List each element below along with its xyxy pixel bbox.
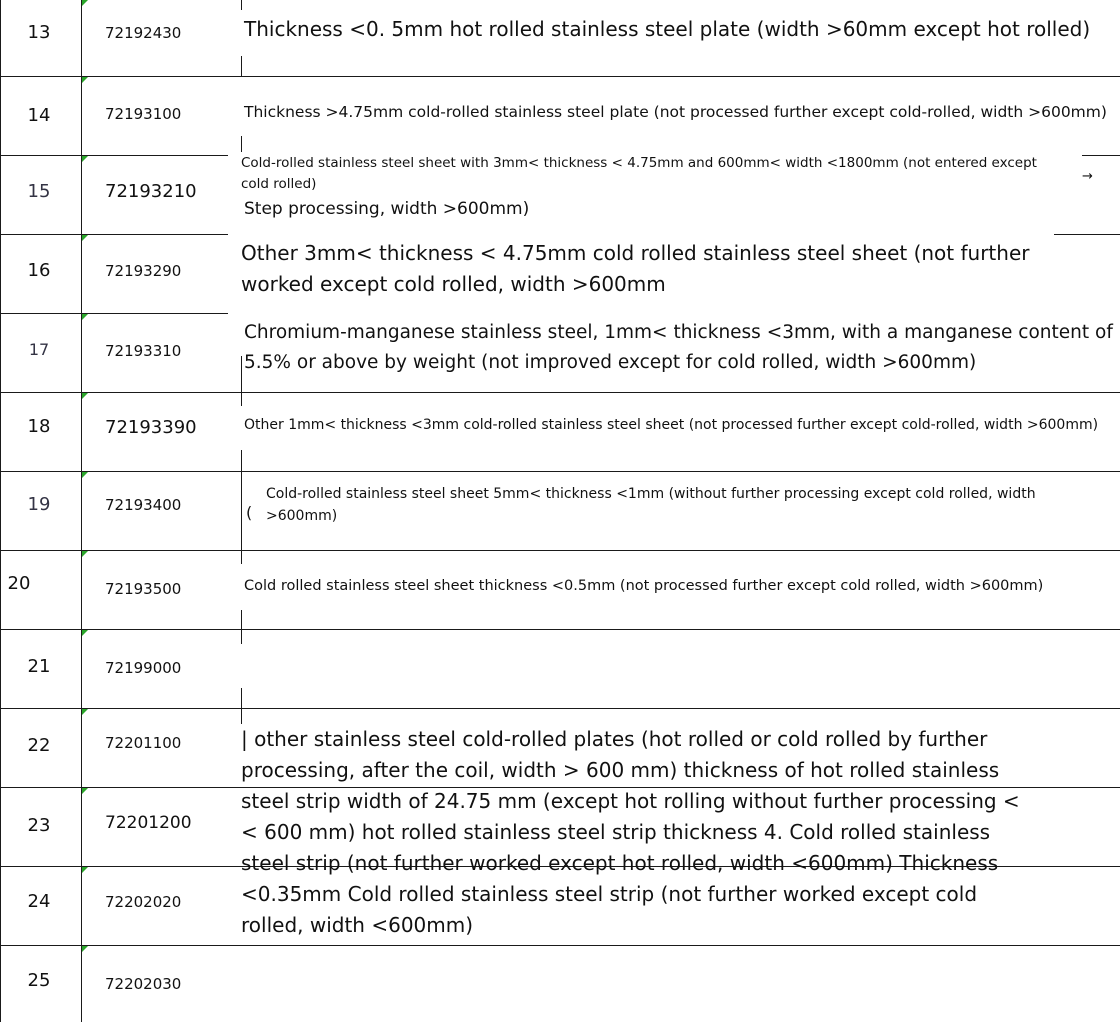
cell-comment-marker xyxy=(82,156,88,162)
row-number: 16 xyxy=(27,260,51,281)
row-border xyxy=(0,708,1120,709)
hs-code: 72193500 xyxy=(105,580,182,598)
row-number: 23 xyxy=(27,815,51,836)
hs-code: 72199000 xyxy=(105,659,182,677)
hs-code: 72193100 xyxy=(105,105,182,123)
row-number: 24 xyxy=(27,891,51,912)
hs-code: 72202020 xyxy=(105,893,182,911)
hs-code: 72193210 xyxy=(105,181,197,202)
row-number: 14 xyxy=(27,105,51,126)
row-description: Chromium-manganese stainless steel, 1mm< thickness <3mm, with a manganese content of 5.5% or above by weight (not improved except for cold rolled, width >600mm) xyxy=(244,322,1113,373)
cell-comment-marker xyxy=(82,709,88,715)
row-border xyxy=(0,76,1120,77)
cell-comment-marker xyxy=(82,472,88,478)
merged-description: | other stainless steel cold-rolled plates (hot rolled or cold rolled by further processing, after the coil, width > 600 mm) thickness of hot rolled stainless steel strip width of 24.75 mm (except hot rolling without further processing < < 600 mm) hot rolled stainless steel strip thickness 4. Cold rolled stainless steel strip (not further worked except hot rolled, width <600mm) Thickness <0.35mm Cold rolled stainless steel strip (not further worked except cold rolled, width <600mm) xyxy=(241,727,1020,937)
cell-comment-marker xyxy=(82,788,88,794)
row-description: Cold rolled stainless steel sheet thickness <0.5mm (not processed further except cold rolled, width >600mm) xyxy=(244,578,1044,594)
row-number: 13 xyxy=(27,22,51,43)
hs-code: 72193390 xyxy=(105,417,197,438)
row-border xyxy=(0,945,1120,946)
cell-comment-marker xyxy=(82,235,88,241)
cell-comment-marker xyxy=(82,867,88,873)
hs-code: 72202030 xyxy=(105,975,182,993)
text-cursor-mark xyxy=(241,610,242,644)
row-description: Thickness <0. 5mm hot rolled stainless steel plate (width >60mm except hot rolled) xyxy=(244,17,1091,41)
text-cursor-mark xyxy=(241,356,242,406)
row-number: 18 xyxy=(27,416,51,437)
row-description: Other 1mm< thickness <3mm cold-rolled stainless steel sheet (not processed further except cold-rolled, width >600mm) xyxy=(244,417,1099,433)
row-number: 19 xyxy=(27,494,51,515)
hs-code: 72193310 xyxy=(105,342,182,360)
row-number: 21 xyxy=(27,656,51,677)
hs-code: 72193290 xyxy=(105,262,182,280)
row-number: 25 xyxy=(27,970,51,991)
row-border xyxy=(0,550,1120,551)
text-cursor-mark xyxy=(241,56,242,76)
cell-comment-marker xyxy=(82,393,88,399)
grid-gap xyxy=(228,312,1120,315)
cell-comment-marker xyxy=(82,630,88,636)
row-description: Other 3mm< thickness < 4.75mm cold rolled stainless steel sheet (not further worked except cold rolled, width >600mm xyxy=(241,241,1030,296)
hs-code: 72201100 xyxy=(105,734,182,752)
open-paren-glyph: ( xyxy=(246,503,253,522)
grid-gap xyxy=(228,233,1054,236)
text-cursor-mark xyxy=(241,0,242,10)
row-number: 20 xyxy=(7,573,31,594)
hs-code: 72201200 xyxy=(105,813,192,833)
text-cursor-mark xyxy=(241,688,242,724)
text-cursor-mark xyxy=(241,450,242,564)
cell-comment-marker xyxy=(82,0,88,6)
row-number: 15 xyxy=(27,181,51,202)
row-description: Thickness >4.75mm cold-rolled stainless steel plate (not processed further except cold-rolled, width >600mm) xyxy=(244,103,1107,121)
cell-comment-marker xyxy=(82,946,88,952)
row-border xyxy=(0,392,1120,393)
row-border xyxy=(0,629,1120,630)
hs-code: 72193400 xyxy=(105,496,182,514)
row-description: Cold-rolled stainless steel sheet 5mm< thickness <1mm (without further processing except cold rolled, width >600mm) xyxy=(266,486,1036,524)
cell-comment-marker xyxy=(82,77,88,83)
row-number: 22 xyxy=(27,735,51,756)
row-number: 17 xyxy=(28,340,50,359)
hs-code: 72192430 xyxy=(105,24,182,42)
arrow-icon: → xyxy=(1082,169,1093,184)
text-cursor-mark xyxy=(241,136,242,152)
row-border xyxy=(0,471,1120,472)
row-description-continued: Step processing, width >600mm) xyxy=(244,199,530,219)
cell-comment-marker xyxy=(82,314,88,320)
row-description: Cold-rolled stainless steel sheet with 3mm< thickness < 4.75mm and 600mm< width <1800mm (not entered except cold rolled) xyxy=(241,155,1037,192)
cell-comment-marker xyxy=(82,551,88,557)
